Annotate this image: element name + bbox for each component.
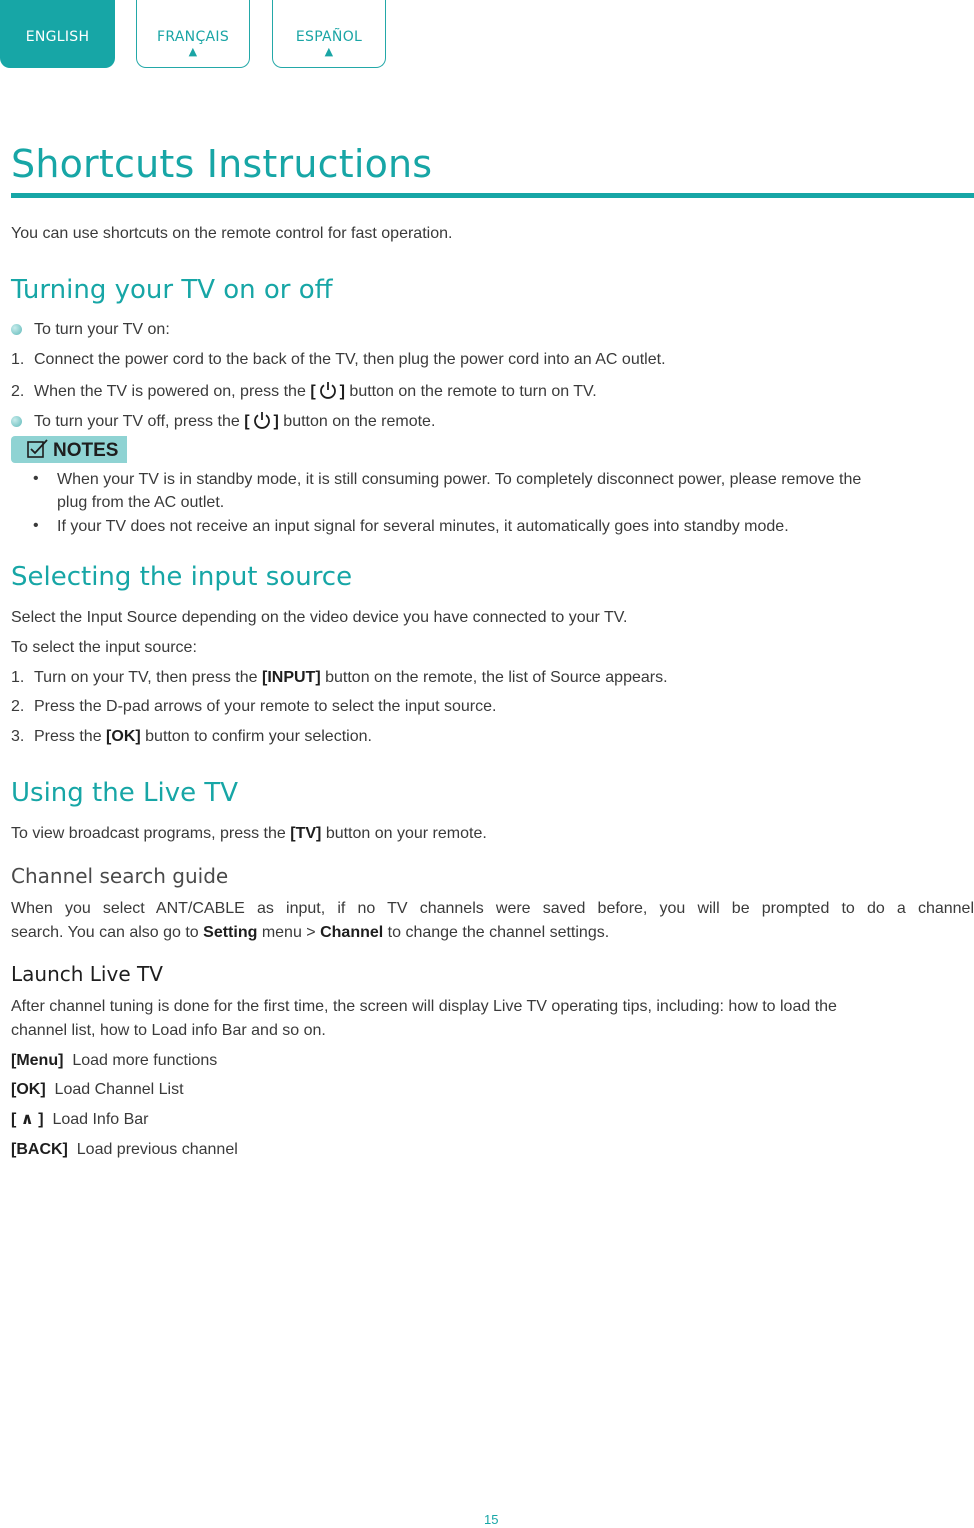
notes-label: NOTES [53,440,119,461]
channel-search-line2: search. You can also go to Setting menu > Channel to change the channel settings. [11,924,610,941]
power-icon [318,380,338,400]
shortcut-menu: [Menu] Load more functions [11,1052,218,1069]
bullet-icon [11,324,22,335]
input-step-3: 3. Press the [OK] button to confirm your selection. [11,728,372,745]
shortcut-up: [ ∧ ] Load Info Bar [11,1111,149,1128]
step-press-power: 2. When the TV is powered on, press the [ ] button on the remote to turn on TV. [11,380,597,402]
shortcut-back: [BACK] Load previous channel [11,1141,238,1158]
note-bullet: • [33,470,39,487]
section-heading-turning: Turning your TV on or off [11,275,333,305]
power-icon [252,410,272,430]
page-number: 15 [484,1512,499,1527]
bullet-turn-on: To turn your TV on: [11,320,170,340]
section-heading-input: Selecting the input source [11,562,353,592]
input-step-1: 1. Turn on your TV, then press the [INPUT] button on the remote, the list of Source appears. [11,669,668,686]
title-divider [11,193,974,198]
page-title: Shortcuts Instructions [11,142,433,186]
tab-francais[interactable] [136,0,250,68]
live-tv-paragraph: To view broadcast programs, press the [TV] button on your remote. [11,825,487,842]
note-bullet: • [33,517,39,534]
subheading-launch-live-tv: Launch Live TV [11,962,163,986]
tab-english[interactable] [0,0,115,68]
tab-english-label: ENGLISH [25,29,90,45]
launch-line1: After channel tuning is done for the first time, the screen will display Live TV operating tips, including: how to load the [11,998,837,1015]
notes-badge [11,436,127,463]
triangle-up-icon: ▲ [188,45,198,58]
bullet-turn-off: To turn your TV off, press the [ ] button on the remote. [11,410,435,432]
note-edit-icon [27,439,49,459]
subheading-channel-search: Channel search guide [11,864,229,888]
note-standby-line1: When your TV is in standby mode, it is still consuming power. To completely disconnect power, please remove the [57,471,862,488]
section-heading-live-tv: Using the Live TV [11,778,239,808]
triangle-up-icon: ▲ [324,45,334,58]
launch-line2: channel list, how to Load info Bar and so on. [11,1022,326,1039]
input-subtitle: To select the input source: [11,639,197,656]
input-paragraph: Select the Input Source depending on the video device you have connected to your TV. [11,609,628,626]
tab-espanol-label: ESPAÑOL [295,29,363,45]
bullet-icon [11,416,22,427]
intro-text: You can use shortcuts on the remote control for fast operation. [11,225,453,242]
tab-espanol[interactable] [272,0,386,68]
channel-search-line1: When you select ANT/CABLE as input, if no TV channels were saved before, you will be prompted to do a channel [11,900,974,917]
step-connect-power: 1. Connect the power cord to the back of the TV, then plug the power cord into an AC outlet. [11,351,666,368]
note-standby-line2: plug from the AC outlet. [57,494,225,511]
input-step-2: 2. Press the D-pad arrows of your remote to select the input source. [11,698,497,715]
tab-francais-label: FRANÇAIS [156,29,230,45]
note-no-signal: If your TV does not receive an input signal for several minutes, it automatically goes into standby mode. [57,518,789,535]
shortcut-ok: [OK] Load Channel List [11,1081,184,1098]
